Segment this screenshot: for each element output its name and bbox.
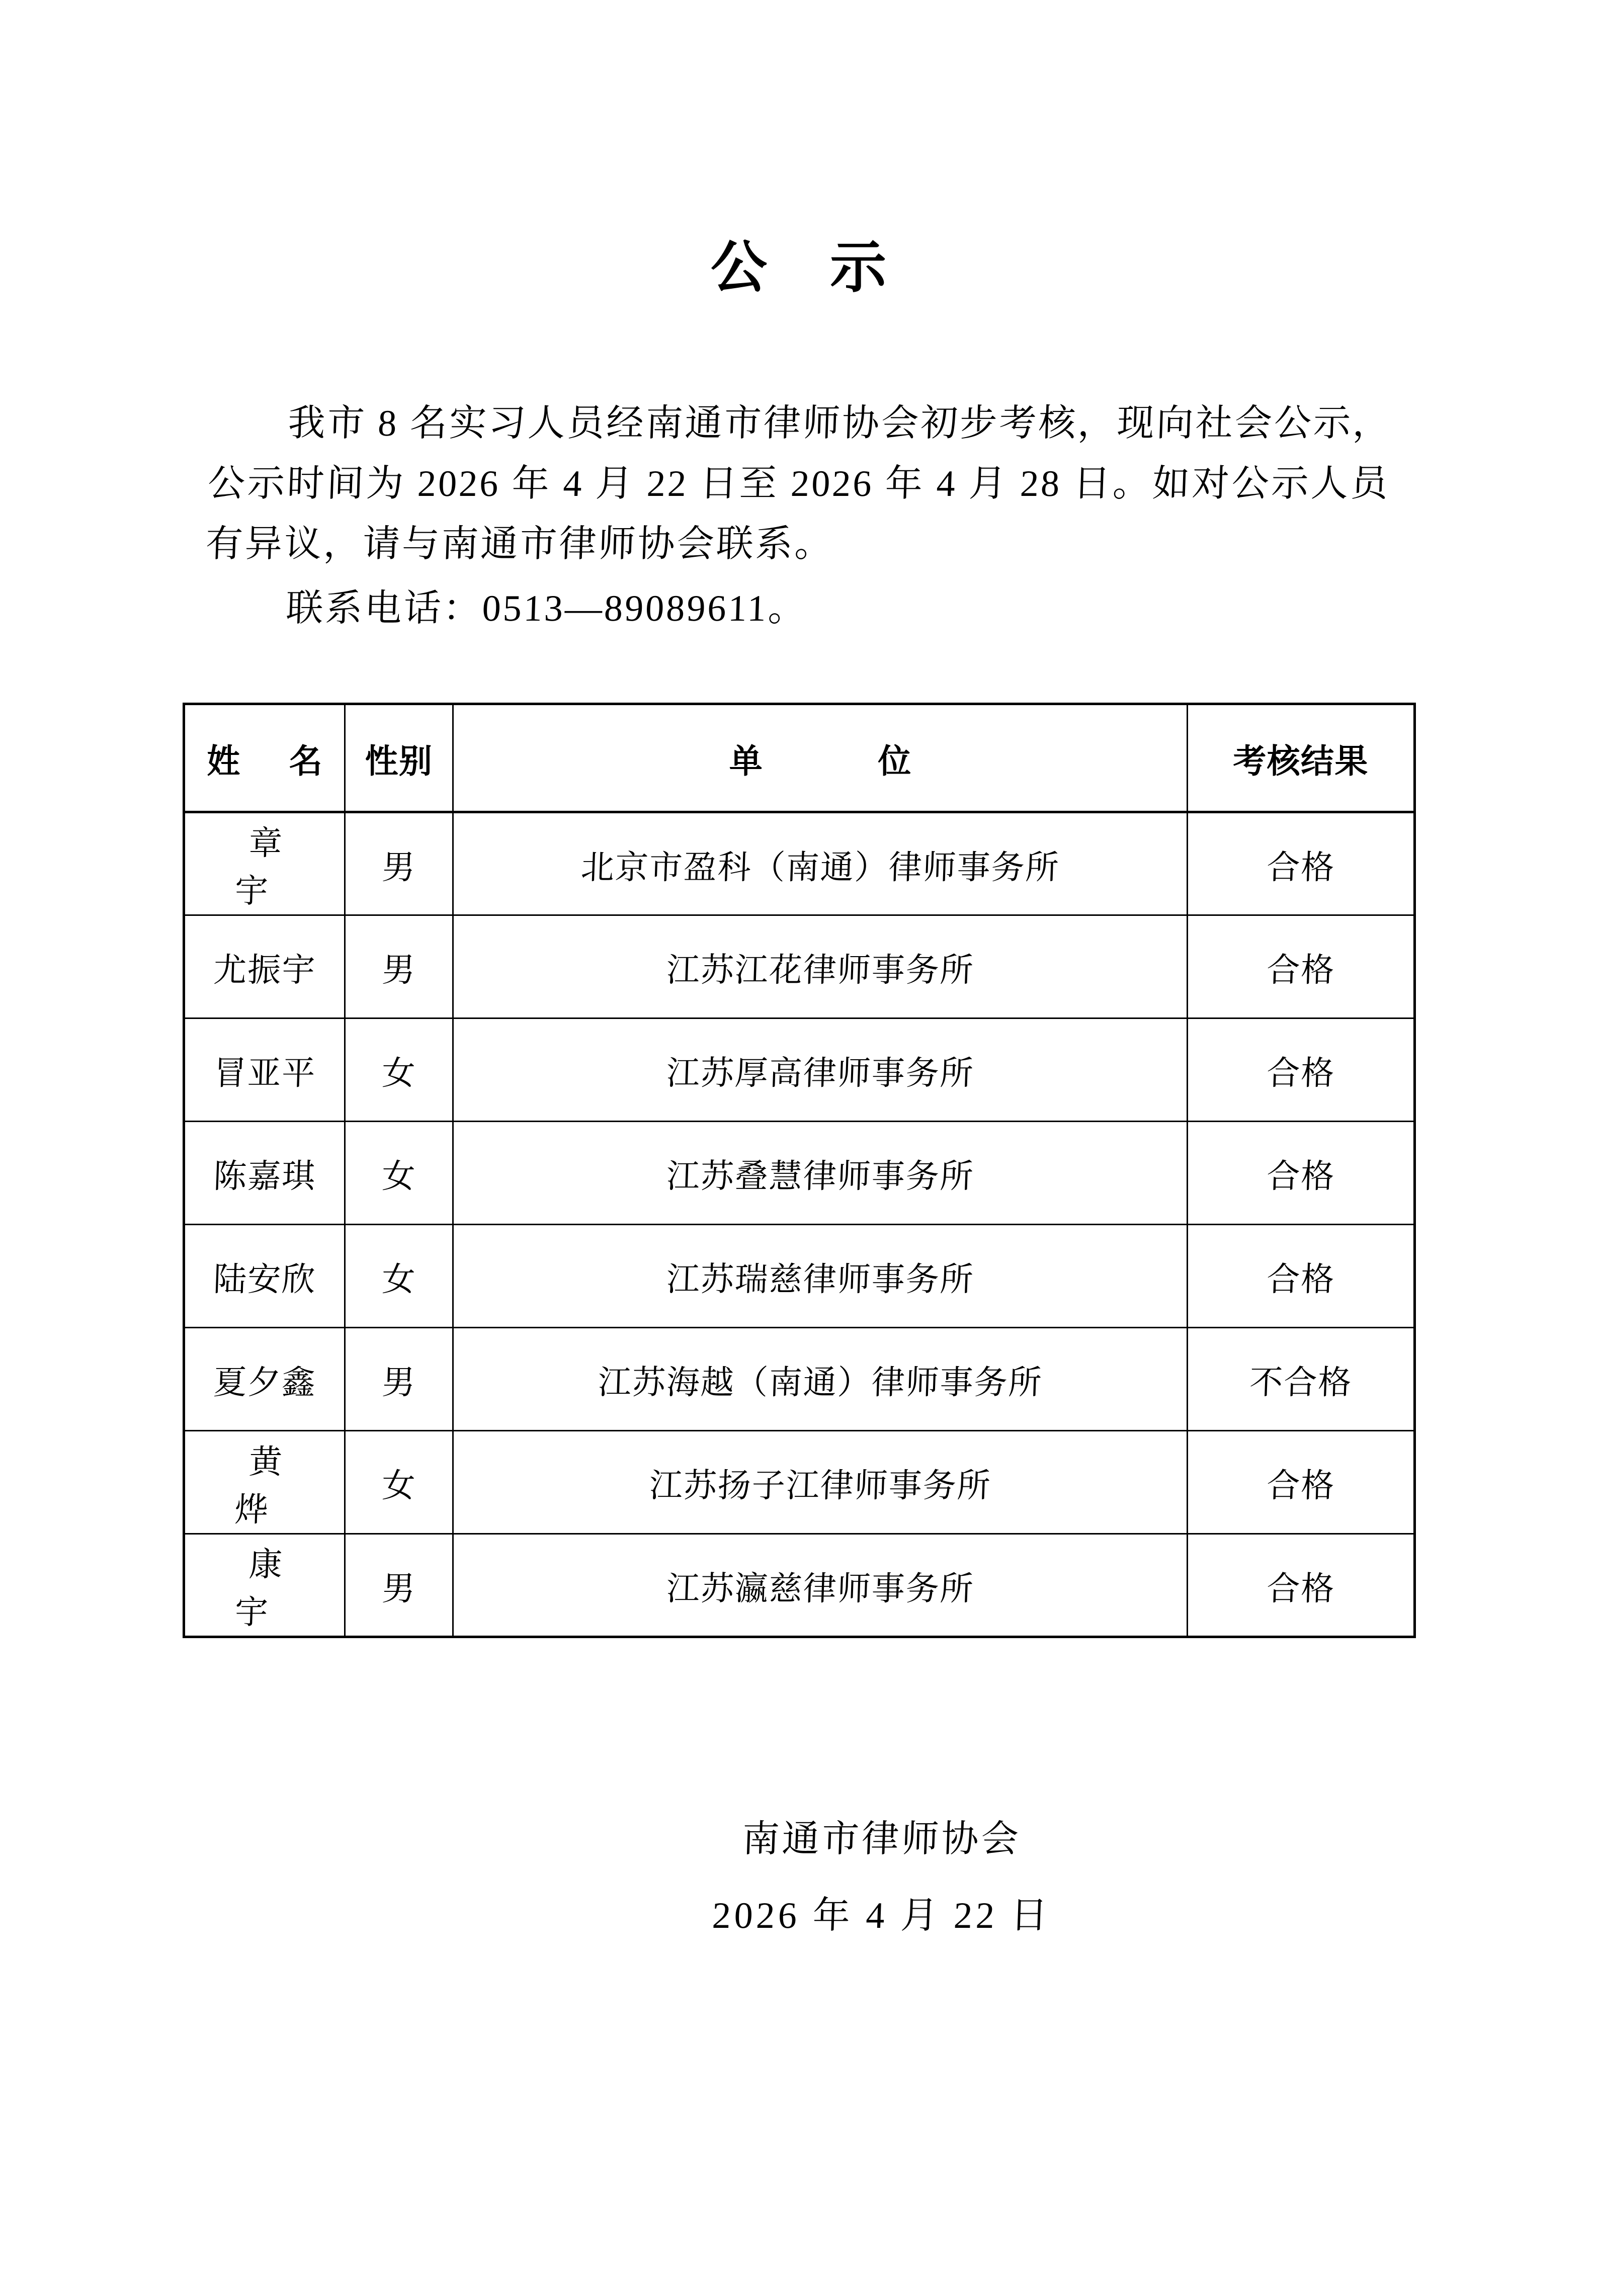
- table-row: [184, 1225, 1415, 1328]
- cell-result-text: 合格: [1266, 1467, 1336, 1504]
- cell-unit: [451, 1122, 1189, 1225]
- cell-unit-text: 北京市盈科（南通）律师事务所: [580, 849, 1060, 886]
- cell-name: [182, 812, 347, 915]
- cell-result: [1186, 1431, 1416, 1534]
- cell-unit-text: 江苏叠慧律师事务所: [665, 1158, 975, 1195]
- body-text-block: [204, 336, 1393, 639]
- cell-result: [1186, 812, 1416, 915]
- table-row: [184, 1018, 1415, 1122]
- cell-gender: [343, 1122, 455, 1225]
- cell-gender-text: 女: [381, 1467, 417, 1504]
- cell-gender: [343, 915, 455, 1018]
- cell-unit-text: 江苏瑞慈律师事务所: [665, 1261, 975, 1298]
- cell-unit: [451, 1534, 1189, 1637]
- cell-unit-text: 江苏扬子江律师事务所: [648, 1467, 992, 1504]
- table-row: [184, 1534, 1415, 1637]
- cell-name-text: 康 宇: [234, 1546, 308, 1631]
- cell-name: [182, 1122, 347, 1225]
- column-header-unit: [453, 704, 1188, 812]
- signature-block: [0, 1819, 1597, 1937]
- cell-unit-text: 江苏海越（南通）律师事务所: [597, 1364, 1043, 1401]
- cell-result-text: 合格: [1266, 1261, 1336, 1298]
- cell-name-text: 尤振宇: [212, 952, 316, 989]
- cell-name-text: 冒亚平: [212, 1055, 316, 1092]
- notice-paragraph-2-contact: 联系电话：0513—89089611。: [285, 587, 808, 629]
- cell-unit: [451, 1431, 1189, 1534]
- cell-unit: [451, 915, 1189, 1018]
- cell-gender-text: 男: [381, 1570, 417, 1607]
- cell-name: [182, 1328, 347, 1431]
- signature-inner: [711, 1819, 1052, 1937]
- table-head: [184, 704, 1415, 812]
- signature-organization: 南通市律师协会: [741, 1819, 1022, 1860]
- cell-gender-text: 女: [381, 1158, 417, 1195]
- column-header-unit-label: 单 位: [729, 742, 964, 780]
- cell-unit-text: 江苏瀛慈律师事务所: [665, 1570, 975, 1607]
- cell-result-text: 合格: [1266, 1055, 1336, 1092]
- cell-name-text: 夏夕鑫: [212, 1364, 316, 1401]
- assessment-results-table: [183, 703, 1416, 1638]
- document-page: [0, 38, 1597, 2296]
- table-row: [184, 812, 1415, 915]
- cell-name: [182, 1431, 347, 1534]
- cell-name-text: 章 宇: [234, 825, 308, 910]
- cell-result-text: 合格: [1266, 849, 1335, 886]
- cell-result-text: 合格: [1266, 952, 1336, 989]
- column-header-name: [184, 704, 345, 812]
- cell-unit-text: 江苏江花律师事务所: [665, 952, 975, 989]
- table-row: [184, 915, 1415, 1018]
- cell-result: [1186, 915, 1416, 1018]
- cell-name: [182, 915, 347, 1018]
- cell-gender-text: 男: [381, 952, 417, 989]
- cell-name-text: 陆安欣: [212, 1261, 316, 1298]
- cell-unit: [451, 1018, 1189, 1122]
- cell-name-text: 陈嘉琪: [212, 1158, 316, 1195]
- signature-date: 2026 年 4 月 22 日: [711, 1895, 1052, 1937]
- cell-gender: [343, 1431, 455, 1534]
- roster-table-container: [183, 703, 1413, 1638]
- cell-unit-text: 江苏厚高律师事务所: [665, 1055, 975, 1092]
- column-header-result-label: 考核结果: [1233, 742, 1369, 780]
- table-body: [184, 812, 1415, 1637]
- cell-unit: [451, 812, 1189, 915]
- cell-result: [1186, 1225, 1416, 1328]
- cell-result-text: 不合格: [1248, 1364, 1353, 1401]
- cell-name: [182, 1225, 347, 1328]
- page-title: 公 示: [710, 236, 910, 299]
- cell-gender: [343, 1018, 455, 1122]
- cell-gender: [343, 812, 455, 915]
- cell-result-text: 合格: [1266, 1570, 1336, 1607]
- cell-gender-text: 男: [381, 1364, 417, 1401]
- cell-result-text: 合格: [1266, 1158, 1336, 1195]
- column-header-gender: [345, 704, 453, 812]
- cell-unit: [451, 1225, 1189, 1328]
- table-row: [184, 1431, 1415, 1534]
- cell-gender-text: 女: [381, 1261, 417, 1298]
- cell-result: [1186, 1328, 1416, 1431]
- cell-result: [1186, 1018, 1416, 1122]
- cell-name-text: 黄 烨: [234, 1443, 308, 1528]
- cell-result: [1186, 1122, 1416, 1225]
- cell-gender: [343, 1534, 455, 1637]
- column-header-name-label: 姓 名: [207, 742, 343, 780]
- table-row: [184, 1122, 1415, 1225]
- cell-result: [1186, 1534, 1416, 1637]
- cell-gender-text: 男: [381, 849, 416, 886]
- column-header-result: [1188, 704, 1415, 812]
- cell-gender-text: 女: [381, 1055, 417, 1092]
- notice-paragraph-1: 我市 8 名实习人员经南通市律师协会初步考核，现向社会公示，公示时间为 2026 年 4 月 22 日至 2026 年 4 月 28 日。如对公示人员有异议，请与南通市律师协会联系。: [204, 403, 1393, 565]
- cell-name: [182, 1018, 347, 1122]
- table-header-row: [184, 704, 1415, 812]
- column-header-gender-label: 性别: [365, 742, 433, 780]
- cell-name: [182, 1534, 347, 1637]
- cell-gender: [343, 1225, 455, 1328]
- cell-gender: [343, 1328, 455, 1431]
- cell-unit: [451, 1328, 1189, 1431]
- table-row: [184, 1328, 1415, 1431]
